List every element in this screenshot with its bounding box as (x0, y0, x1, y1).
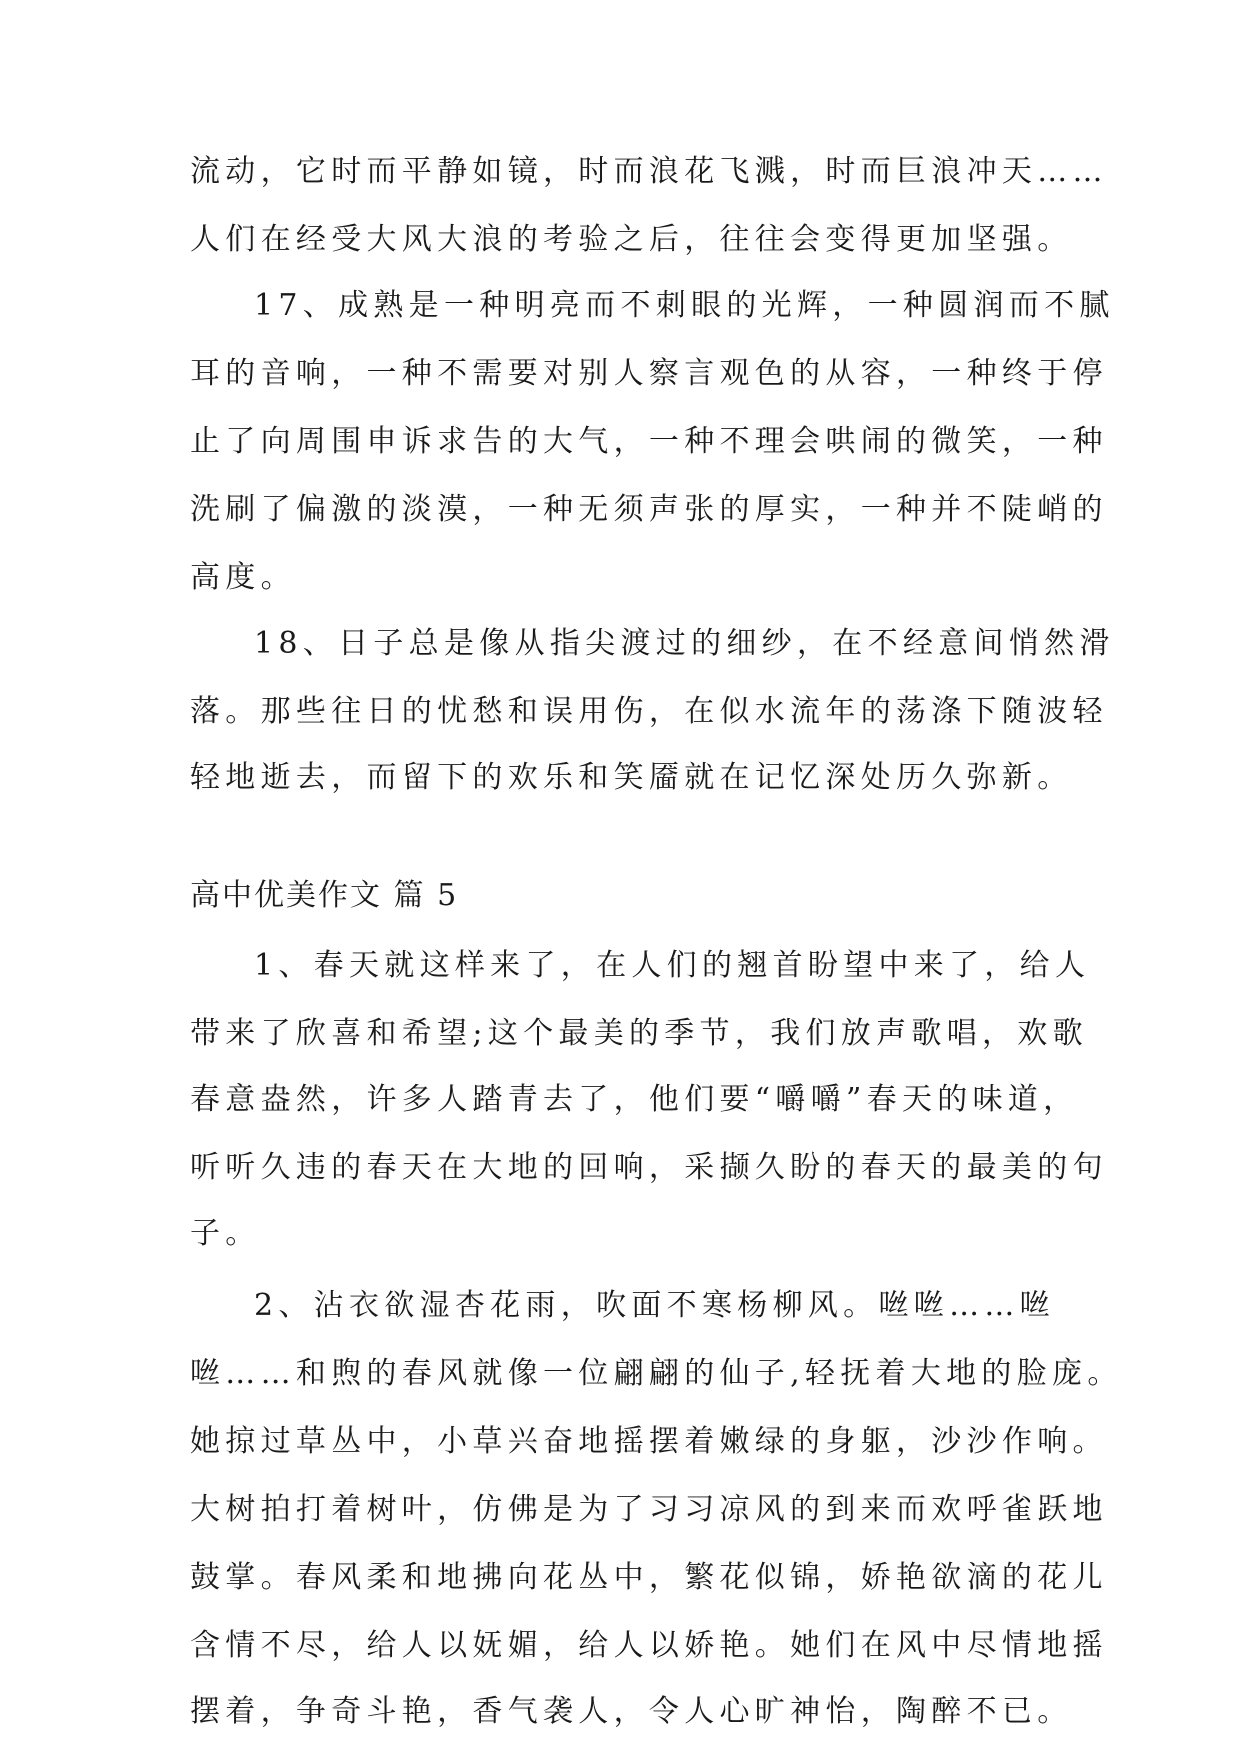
text-line: 17、成熟是一种明亮而不刺眼的光辉，一种圆润而不腻 (254, 288, 1115, 323)
text-line: 摆着，争奇斗艳，香气袭人，令人心旷神怡，陶醉不已。 (190, 1694, 1073, 1729)
text-line: 流动，它时而平静如镜，时而浪花飞溅，时而巨浪冲天…… (190, 154, 1108, 189)
text-line: 人们在经受大风大浪的考验之后，往往会变得更加坚强。 (190, 222, 1073, 257)
text-line: 2、沾衣欲湿杏花雨，吹面不寒杨柳风。咝咝……咝 (254, 1288, 1055, 1323)
text-line: 她掠过草丛中，小草兴奋地摇摆着嫩绿的身躯，沙沙作响。 (190, 1424, 1108, 1459)
text-line: 18、日子总是像从指尖渡过的细纱，在不经意间悄然滑 (254, 626, 1115, 661)
text-line: 止了向周围申诉求告的大气，一种不理会哄闹的微笑，一种 (190, 424, 1108, 459)
text-line: 含情不尽，给人以妩媚，给人以娇艳。她们在风中尽情地摇 (190, 1628, 1108, 1663)
text-line: 大树拍打着树叶，仿佛是为了习习凉风的到来而欢呼雀跃地 (190, 1492, 1108, 1527)
text-line: 咝……和煦的春风就像一位翩翩的仙子,轻抚着大地的脸庞。 (190, 1356, 1123, 1391)
text-line: 耳的音响，一种不需要对别人察言观色的从容，一种终于停 (190, 356, 1108, 391)
text-line: 1、春天就这样来了，在人们的翘首盼望中来了，给人 (254, 948, 1091, 983)
text-line: 洗刷了偏激的淡漠，一种无须声张的厚实，一种并不陡峭的 (190, 492, 1108, 527)
text-line: 落。那些往日的忧愁和误用伤，在似水流年的荡涤下随波轻 (190, 694, 1108, 729)
text-line: 轻地逝去，而留下的欢乐和笑靥就在记忆深处历久弥新。 (190, 760, 1073, 795)
section-heading: 高中优美作文 篇 5 (190, 878, 459, 913)
text-line: 子。 (190, 1216, 261, 1251)
text-line: 春意盎然，许多人踏青去了，他们要“嚼嚼”春天的味道， (190, 1082, 1079, 1117)
text-line: 高度。 (190, 560, 296, 595)
text-line: 听听久违的春天在大地的回响，采撷久盼的春天的最美的句 (190, 1150, 1108, 1185)
text-line: 带来了欣喜和希望;这个最美的季节，我们放声歌唱，欢歌 (190, 1016, 1088, 1051)
text-line: 鼓掌。春风柔和地拂向花丛中，繁花似锦，娇艳欲滴的花儿 (190, 1560, 1108, 1595)
